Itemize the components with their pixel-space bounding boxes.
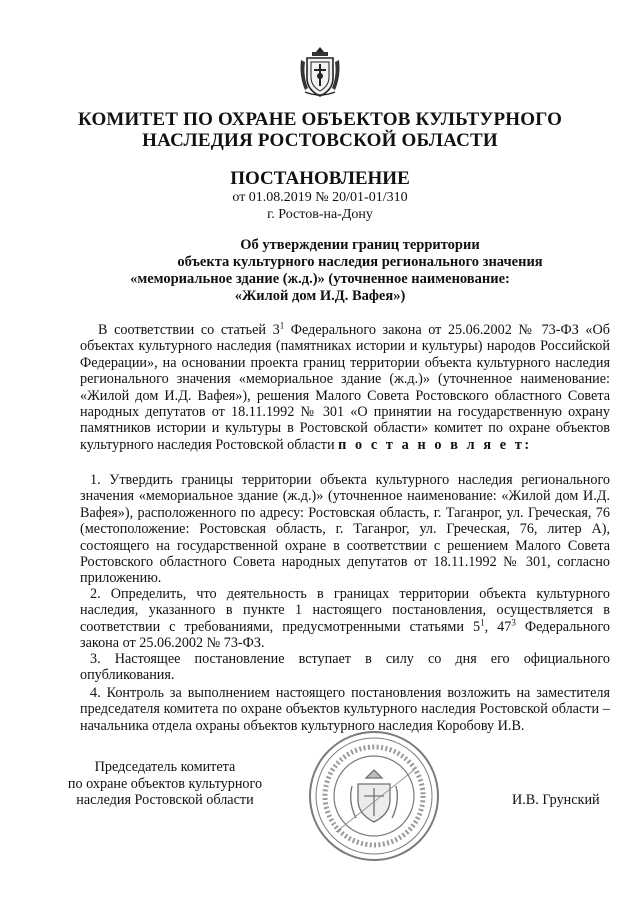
item-3-paragraph: 3. Настоящее постановление вступает в силу со дня его официального опубликования. — [80, 651, 610, 684]
subject-line1: Об утверждении границ территории — [240, 237, 480, 253]
signatory-position-line3: наследия Ростовской области — [76, 792, 254, 809]
item-2-paragraph — [80, 586, 610, 652]
item-2-part3: Федерального закона от 25.06.2002 № 73-ФЗ. — [80, 618, 611, 652]
item-2-part1: 2. Определить, что деятельность в границах территории объекта культурного наследия, указанного в пункте 1 настоящего постановления, осуществляется в соответствии с требованиями, предусмотренными статьями 5 — [80, 586, 610, 635]
signatory-position — [50, 759, 280, 809]
signatory-position-line1: Председатель комитета — [94, 759, 236, 775]
item-4-paragraph: 4. Контроль за выполнением настоящего постановления возложить на заместителя председателя комитета по охране объектов культурного наследия Ростовской области – начальника отдела охраны объектов культурного наследия Коробову И.В. — [80, 685, 610, 734]
resolves-word: п о с т а н о в л я е т: — [338, 436, 532, 453]
subject-line2: объекта культурного наследия регионального значения — [177, 254, 543, 270]
item-1-paragraph: 1. Утвердить границы территории объекта культурного наследия регионального значения «мемориальное здание (ж.д.)» (уточненное наименование: «Жилой дом И.Д. Вафея»), расположенного по адресу: Ростовская область, г. Таганрог, ул. Греческая, 76 (местоположение: Ростовская область, г. Таганрог, ул. Греческая, 76, литер А), состоящего на государственной охране в соответствии с решением Малого Совета Ростовского областного Совета народных депутатов от 18.11.1992 № 301, согласно приложению. — [80, 472, 610, 587]
item-2-superscript-1: 1 — [480, 617, 485, 628]
subject-line3: «мемориальное здание (ж.д.)» (уточненное наименование: — [130, 271, 510, 287]
coat-of-arms-icon — [297, 46, 343, 98]
preamble-text-part1: В соответствии со статьей 3 — [98, 322, 280, 338]
signatory-name: И.В. Грунский — [512, 792, 600, 808]
item-2-superscript-2: 3 — [511, 617, 516, 628]
signatory-position-line2: по охране объектов культурного — [67, 775, 263, 792]
decree-date-number: от 01.08.2019 № 20/01-01/310 — [232, 190, 408, 205]
committee-name-line2: НАСЛЕДИЯ РОСТОВСКОЙ ОБЛАСТИ — [142, 130, 498, 151]
decree-city: г. Ростов-на-Дону — [267, 207, 373, 222]
official-seal-icon — [306, 728, 442, 864]
document-title: ПОСТАНОВЛЕНИЕ — [230, 168, 410, 189]
preamble-superscript: 1 — [279, 320, 285, 331]
preamble-text-part2: Федерального закона от 25.06.2002 № 73-ФЗ «Об объектах культурного наследия (памятниках истории и культуры) народов Российской Федерации», на основании проекта границ территории объекта культурного наследия регионального значения «мемориальное здание (ж.д.)» (уточненное наименование: «Жилой дом И.Д. Вафея»), решения Малого Совета Ростовского областного Совета народных депутатов от 18.11.1992 № 301 «О принятии на государственную охрану памятников истории и культуры в Ростовской области» комитет по охране объектов культурного наследия Ростовской области — [80, 322, 610, 453]
subject-line4: «Жилой дом И.Д. Вафея») — [234, 288, 406, 304]
committee-name-line1: КОМИТЕТ ПО ОХРАНЕ ОБЪЕКТОВ КУЛЬТУРНОГО — [77, 109, 563, 130]
preamble-paragraph — [80, 322, 610, 453]
item-2-part2: , 47 — [484, 618, 512, 635]
